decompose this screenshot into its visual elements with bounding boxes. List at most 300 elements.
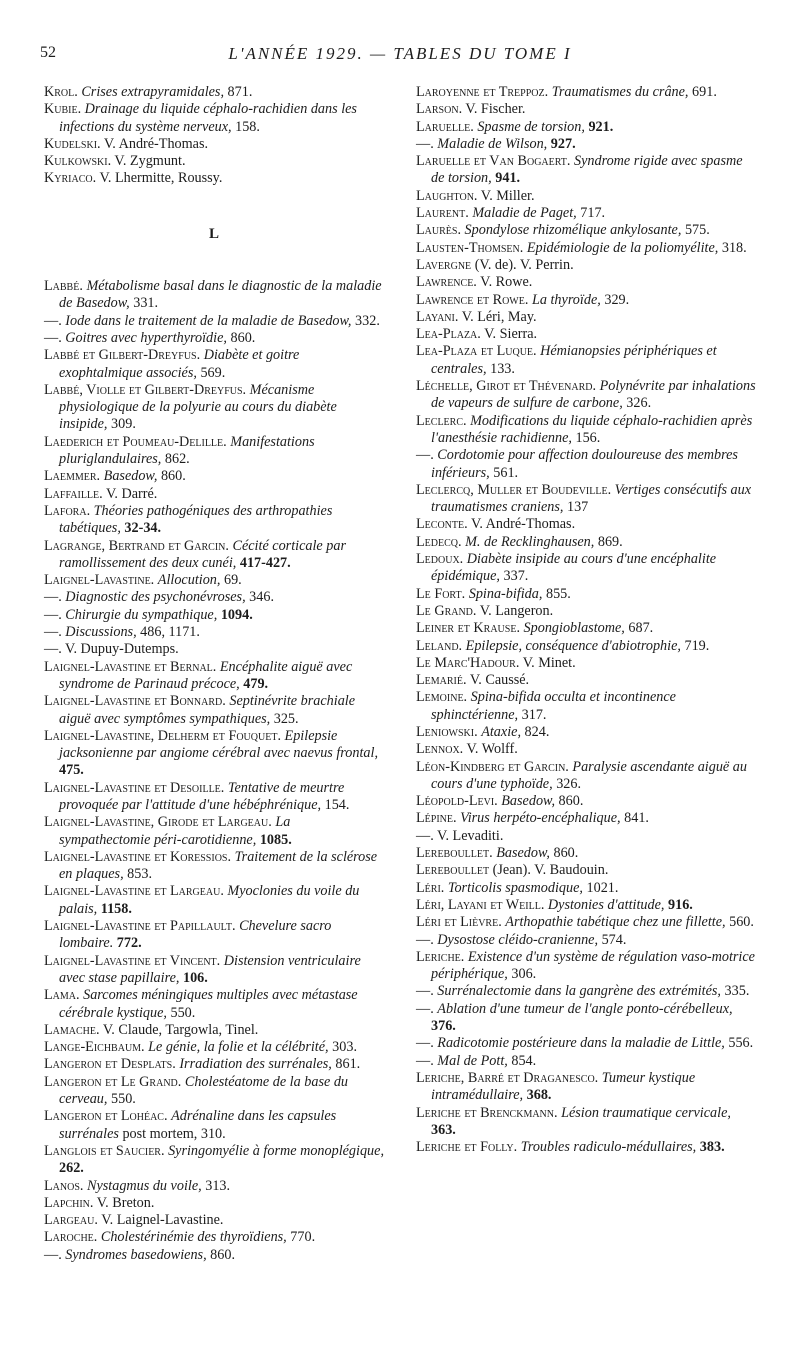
entry-reference: V. Breton.	[96, 1194, 155, 1211]
index-entry	[416, 586, 756, 603]
index-entry	[416, 240, 756, 257]
entry-author: Lausten-Thomsen.	[416, 239, 524, 256]
index-entry	[416, 862, 756, 879]
entry-reference: 335.	[724, 983, 750, 1000]
index-entry	[416, 378, 756, 413]
index-entry	[44, 659, 384, 694]
index-entry	[416, 309, 756, 326]
index-entry	[44, 589, 384, 606]
index-entry	[44, 170, 384, 187]
entry-reference: V. Darré.	[106, 485, 158, 502]
entry-reference: 569.	[200, 364, 226, 381]
entry-reference: 318.	[721, 239, 747, 256]
entry-title: Adrénaline dans les capsules surrénales	[59, 1108, 337, 1142]
entry-title: Traitement de la sclérose en plaques,	[59, 848, 378, 883]
entry-author: Lea-Plaza.	[416, 326, 481, 343]
entry-author: —.	[416, 1000, 434, 1017]
entry-title: Radicotomie postérieure dans la maladie de Little,	[437, 1035, 725, 1052]
index-entry	[44, 987, 384, 1022]
entry-author: Kudelski.	[44, 135, 101, 152]
entry-reference: 337.	[503, 568, 529, 585]
entry-author: Laignel-Lavastine et Koressios.	[44, 848, 232, 865]
entry-reference: 772.	[116, 935, 142, 952]
index-entry	[416, 689, 756, 724]
entry-author: Léchelle, Girot et Thévenard.	[416, 378, 597, 395]
entry-author: —.	[416, 447, 434, 464]
entry-author: Leriche et Folly.	[416, 1139, 518, 1156]
entry-reference: V. Léri, May.	[461, 308, 537, 325]
right-column	[416, 84, 756, 1156]
entry-title: Maladie de Wilson,	[437, 135, 548, 152]
entry-reference: 717.	[580, 205, 606, 222]
index-entry	[44, 1039, 384, 1056]
entry-reference: 556.	[728, 1035, 754, 1052]
index-entry	[44, 607, 384, 624]
entry-author: Leniowski.	[416, 723, 478, 740]
index-entry	[416, 897, 756, 914]
entry-reference: V. André-Thomas.	[470, 516, 576, 533]
entry-title: Epilepsie, conséquence d'abiotrophie,	[465, 637, 681, 654]
entry-author: Léri, Layani et Weill.	[416, 896, 545, 913]
entry-reference: V. Sierra.	[484, 326, 538, 343]
entry-reference: 869.	[597, 533, 623, 550]
entry-title: Vertiges consécutifs aux traumatismes craniens,	[431, 481, 751, 516]
entry-title: Iode dans le traitement de la maladie de Basedow,	[65, 312, 352, 329]
entry-title: Tentative de meurtre provoquée par l'attitude d'une hébéphrénique,	[59, 779, 345, 813]
entry-title: Dystonies d'attitude,	[547, 896, 665, 913]
index-entry	[416, 1001, 756, 1036]
entry-title: Torticolis spasmodique,	[447, 879, 583, 896]
entry-title: Drainage du liquide céphalo-rachidien dans les infections du système nerveux,	[59, 101, 357, 135]
entry-author: Lawrence.	[416, 274, 477, 291]
index-entry	[416, 914, 756, 931]
entry-title: La sympathectomie péri-carotidienne,	[59, 814, 291, 848]
index-entry	[416, 274, 756, 291]
entry-reference: (V. de). V. Perrin.	[474, 256, 574, 273]
entry-author: Laignel-Lavastine, Girode et Largeau.	[44, 814, 272, 831]
entry-reference: 329.	[604, 291, 630, 308]
entry-author: Laignel-Lavastine et Vincent.	[44, 952, 221, 969]
index-entry	[416, 1105, 756, 1140]
entry-title: Lésion traumatique cervicale,	[561, 1104, 731, 1121]
index-entry	[416, 724, 756, 741]
entry-reference: 479.	[243, 675, 269, 692]
entry-author: Krol.	[44, 84, 78, 100]
entry-author: Laroyenne et Treppoz.	[416, 84, 549, 100]
entry-reference: 417-427.	[239, 554, 291, 571]
index-entry	[44, 918, 384, 953]
entry-reference: 332.	[355, 312, 380, 329]
entry-title: Septinévrite brachiale aiguë avec symptômes sympathiques,	[59, 693, 356, 727]
entry-author: Laignel-Lavastine et Papillault.	[44, 918, 236, 935]
index-entry	[44, 101, 384, 136]
entry-author: —.	[44, 329, 62, 346]
index-entry	[44, 136, 384, 153]
index-entry	[416, 551, 756, 586]
entry-author: Kubie.	[44, 101, 82, 118]
index-entry	[416, 828, 756, 845]
index-entry	[416, 516, 756, 533]
index-entry	[416, 810, 756, 827]
index-entry	[416, 672, 756, 689]
entry-author: —.	[44, 589, 62, 606]
entry-title: Maladie de Paget,	[472, 205, 577, 222]
entry-reference: V. Zygmunt.	[114, 153, 186, 170]
entry-title: Mécanisme physiologique de la polyurie au cours du diabète insipide,	[59, 381, 337, 433]
entry-author: Léon-Kindberg et Garcin.	[416, 758, 569, 775]
entry-reference: 841.	[624, 810, 649, 827]
index-entry	[44, 883, 384, 918]
entry-title: M. de Recklinghausen,	[465, 533, 595, 550]
entry-reference: 317.	[521, 706, 547, 723]
entry-title: Syndrome rigide avec spasme de torsion,	[431, 153, 743, 187]
entry-author: Langeron et Le Grand.	[44, 1073, 182, 1090]
index-entry	[416, 343, 756, 378]
entry-author: Ledoux.	[416, 551, 464, 568]
entry-title: Allocution,	[157, 572, 221, 589]
entry-reference: 158.	[235, 118, 260, 135]
entry-reference: 331.	[133, 295, 159, 312]
index-entry	[44, 84, 384, 101]
entry-title: Chirurgie du sympathique,	[65, 606, 218, 623]
index-entry	[44, 153, 384, 170]
entry-author: Lemoine.	[416, 689, 468, 706]
entry-reference: 346.	[249, 589, 274, 606]
entry-title: Diabète et goitre exophtalmique associés,	[59, 347, 300, 381]
entry-title: Ablation d'une tumeur de l'angle ponto-cérébelleux,	[437, 1000, 733, 1017]
entry-reference: 137	[566, 499, 589, 516]
entry-author: Lama.	[44, 987, 80, 1004]
entry-reference: V. André-Thomas.	[103, 135, 209, 152]
entry-reference: V. Minet.	[522, 654, 576, 671]
entry-title: Chevelure sacro lombaire.	[59, 918, 332, 952]
entry-author: Laignel-Lavastine et Largeau.	[44, 883, 224, 900]
entry-reference: 916.	[668, 896, 693, 913]
entry-reference: 871.	[227, 84, 253, 100]
entry-author: Langeron et Lohéac.	[44, 1108, 168, 1125]
entry-reference: 550.	[170, 1004, 196, 1021]
entry-reference: 561.	[493, 464, 519, 481]
entries-after-section	[44, 278, 384, 1264]
index-entry	[44, 468, 384, 485]
entry-reference: 1094.	[220, 606, 253, 623]
entry-author: —.	[44, 312, 62, 329]
index-entry	[416, 447, 756, 482]
entry-author: Laemmer.	[44, 468, 101, 485]
entry-author: Laignel-Lavastine, Delherm et Fouquet.	[44, 727, 281, 744]
entry-author: Labbé et Gilbert-Dreyfus.	[44, 347, 201, 364]
entry-author: Lennox.	[416, 741, 464, 758]
entry-reference: V. Wolff.	[466, 741, 518, 758]
index-entry	[416, 119, 756, 136]
entry-author: Labbé, Violle et Gilbert-Dreyfus.	[44, 381, 247, 398]
entry-title: Spongioblastome,	[523, 620, 625, 637]
entry-reference: 860.	[160, 468, 186, 485]
entry-reference: 691.	[692, 84, 717, 100]
entry-author: Laignel-Lavastine et Bernal.	[44, 658, 217, 675]
entry-title: Mal de Pott,	[437, 1052, 508, 1069]
entry-reference: V. Rowe.	[480, 274, 533, 291]
index-entry	[44, 849, 384, 884]
entry-author: Laignel-Lavastine et Desoille.	[44, 779, 225, 796]
entry-author: Laruelle et Van Bogaert.	[416, 153, 571, 170]
entry-author: Langlois et Saucier.	[44, 1142, 165, 1159]
index-entry	[44, 1056, 384, 1073]
entry-author: Lépine.	[416, 810, 457, 827]
entry-reference: 69.	[223, 572, 242, 589]
index-entry	[44, 953, 384, 988]
entry-author: Leriche, Barré et Draganesco.	[416, 1069, 599, 1086]
index-entry	[416, 153, 756, 188]
entry-title: Syndromes basedowiens,	[65, 1246, 207, 1263]
entry-reference: 133.	[490, 360, 515, 377]
index-entry	[416, 655, 756, 672]
entry-title: Le génie, la folie et la célébrité,	[148, 1039, 329, 1056]
left-column	[44, 84, 384, 1264]
entry-author: —.	[416, 1035, 434, 1052]
entry-title: Discussions,	[65, 624, 137, 641]
entry-author: Léopold-Levi.	[416, 793, 498, 810]
section-letter: L	[208, 225, 219, 242]
entry-author: Lereboullet	[416, 862, 490, 879]
index-entry	[416, 759, 756, 794]
entry-reference: (Jean). V. Baudouin.	[492, 862, 609, 879]
entry-reference: 560.	[729, 914, 754, 931]
entry-reference: 376.	[431, 1018, 456, 1035]
entry-title: Cholestérinémie des thyroïdiens,	[100, 1229, 287, 1246]
index-entry	[416, 638, 756, 655]
entry-author: —.	[416, 983, 434, 1000]
entry-reference: 921.	[588, 118, 614, 135]
entry-reference: 770.	[290, 1229, 316, 1246]
entry-author: —.	[44, 641, 62, 658]
entry-reference: 575.	[684, 222, 710, 239]
entry-reference: 303.	[332, 1039, 357, 1056]
entry-author: Laederich et Poumeau-Delille.	[44, 433, 227, 450]
entry-title: Spina-bifida,	[468, 585, 543, 602]
entry-author: Lapchin.	[44, 1194, 94, 1211]
entry-title: Spina-bifida occulta et incontinence sphinctérienne,	[431, 689, 676, 723]
index-entry	[44, 382, 384, 434]
entry-reference: 368.	[526, 1087, 552, 1104]
entry-author: Leriche.	[416, 948, 465, 965]
index-entry	[416, 326, 756, 343]
entry-author: Laffaille.	[44, 485, 103, 502]
entry-author: Lanos.	[44, 1177, 84, 1194]
index-entry	[416, 845, 756, 862]
entry-title: Syringomyélie à forme monoplégique,	[168, 1142, 384, 1159]
entry-reference: 574.	[601, 931, 627, 948]
index-entry	[416, 932, 756, 949]
entry-title: Basedow,	[496, 845, 550, 862]
entry-author: Laughton.	[416, 187, 478, 204]
entry-author: Lereboullet.	[416, 845, 493, 862]
index-entry	[44, 434, 384, 469]
index-entry	[416, 482, 756, 517]
entry-title: Hémianopsies périphériques et centrales,	[431, 343, 717, 377]
index-entry	[44, 624, 384, 641]
entry-author: Leclercq, Muller et Boudeville.	[416, 481, 612, 498]
entry-reference: 550.	[111, 1091, 136, 1108]
entry-title: Existence d'un système de régulation vaso-motrice périphérique,	[431, 948, 755, 983]
entry-reference: 824.	[524, 723, 550, 740]
entry-title: Irradiation des surrénales,	[179, 1056, 332, 1073]
entry-reference: 853.	[127, 866, 152, 883]
index-entry	[44, 278, 384, 313]
index-entry	[416, 222, 756, 239]
entry-author: Lange-Eichbaum.	[44, 1039, 145, 1056]
index-entry	[416, 292, 756, 309]
entry-title: Nystagmus du voile,	[87, 1177, 202, 1194]
entry-title: Métabolisme basal dans le diagnostic de la maladie de Basedow,	[59, 278, 382, 312]
entry-reference: 306.	[511, 966, 537, 983]
entry-title: Paralysie ascendante aiguë au cours d'une typhoïde,	[431, 758, 747, 792]
entry-reference: 860.	[553, 845, 579, 862]
entry-author: Kulkowski.	[44, 153, 112, 170]
entry-title: Dysostose cléido-cranienne,	[437, 931, 599, 948]
entry-reference: post mortem, 310.	[122, 1125, 226, 1142]
entry-author: —.	[416, 135, 434, 152]
entry-title: Tumeur kystique intramédullaire,	[431, 1069, 696, 1104]
entry-author: Léri et Lièvre.	[416, 914, 502, 931]
entry-reference: 106.	[182, 969, 208, 986]
page-number: 52	[40, 44, 56, 61]
index-entry	[44, 1247, 384, 1264]
entry-title: Troubles radiculo-médullaires,	[520, 1139, 697, 1156]
entry-author: Kyriaco.	[44, 170, 97, 187]
index-entry	[44, 728, 384, 780]
entry-reference: 1158.	[100, 900, 132, 917]
entry-author: —.	[44, 606, 62, 623]
entry-reference: 1021.	[586, 879, 619, 896]
entry-reference: 154.	[324, 796, 350, 813]
entry-author: Le Marc'Hadour.	[416, 654, 520, 671]
entry-reference: 326.	[556, 775, 582, 792]
entry-reference: V. Claude, Targowla, Tinel.	[102, 1021, 259, 1038]
entry-author: Ledecq.	[416, 533, 462, 550]
entry-reference: 860.	[558, 793, 584, 810]
entry-author: Lavergne	[416, 256, 472, 273]
entry-title: Diagnostic des psychonévroses,	[65, 589, 246, 606]
entry-reference: 156.	[575, 429, 601, 446]
entry-title: Diabète insipide au cours d'une encéphalite épidémique,	[431, 551, 717, 585]
entry-reference: 855.	[545, 585, 571, 602]
index-entry	[44, 693, 384, 728]
entry-author: Lagrange, Bertrand et Garcin.	[44, 537, 229, 554]
entry-author: Laroche.	[44, 1229, 98, 1246]
index-entry	[416, 1035, 756, 1052]
index-entry	[416, 136, 756, 153]
entry-reference: 486, 1171.	[140, 624, 200, 641]
entry-author: Laignel-Lavastine et Bonnard.	[44, 693, 226, 710]
entry-author: Lea-Plaza et Luque.	[416, 343, 537, 360]
index-entry	[416, 603, 756, 620]
page-header	[0, 44, 800, 74]
entry-title: Distension ventriculaire avec stase papillaire,	[59, 952, 361, 986]
entry-author: —.	[44, 1246, 62, 1263]
entry-title: Goitres avec hyperthyroïdie,	[65, 329, 227, 346]
entry-author: Laruelle.	[416, 118, 474, 135]
entry-title: Sarcomes méningiques multiples avec métastase cérébrale kystique,	[59, 987, 358, 1021]
entry-author: Larson.	[416, 101, 463, 118]
entry-reference: 719.	[684, 637, 710, 654]
entry-author: Largeau.	[44, 1212, 98, 1229]
entry-author: Le Grand.	[416, 602, 477, 619]
entry-reference: 941.	[495, 170, 521, 187]
entry-reference: 475.	[59, 762, 84, 779]
entry-reference: 927.	[550, 135, 576, 152]
index-entry	[44, 486, 384, 503]
entry-reference: V. Caussé.	[469, 672, 530, 689]
index-entry	[44, 1212, 384, 1229]
entry-reference: 262.	[59, 1160, 84, 1177]
index-entry	[416, 1053, 756, 1070]
entry-title: Spondylose rhizomélique ankylosante,	[464, 222, 682, 239]
entry-title: Virus herpéto-encéphalique,	[460, 810, 621, 827]
entry-reference: 1085.	[259, 831, 292, 848]
entry-author: —.	[416, 931, 434, 948]
entry-author: Leiner et Krause.	[416, 620, 520, 637]
index-entry	[44, 1143, 384, 1178]
entry-reference: 861.	[335, 1056, 361, 1073]
entry-author: Laignel-Lavastine.	[44, 572, 155, 589]
entry-reference: 687.	[628, 620, 654, 637]
index-entry	[416, 188, 756, 205]
entry-title: Epidémiologie de la poliomyélite,	[526, 239, 719, 256]
entry-reference: V. Dupuy-Dutemps.	[65, 641, 179, 658]
index-entry	[44, 1178, 384, 1195]
entry-reference: V. Levaditi.	[437, 827, 504, 844]
entry-author: Leland.	[416, 637, 463, 654]
entry-author: Léri.	[416, 879, 445, 896]
entries-before-section	[44, 84, 384, 188]
entry-title: Arthopathie tabétique chez une fillette,	[505, 914, 726, 931]
entry-reference: 363.	[431, 1121, 456, 1138]
entry-reference: 309.	[111, 416, 136, 433]
entry-title: Basedow,	[501, 793, 555, 810]
entry-title: Polynévrite par inhalations de vapeurs de sulfure de carbone,	[431, 378, 756, 412]
index-entry	[416, 741, 756, 758]
index-entry	[416, 534, 756, 551]
index-entry	[416, 949, 756, 984]
entry-title: Cordotomie pour affection douloureuse des membres inférieurs,	[431, 447, 738, 481]
index-entry	[416, 793, 756, 810]
entry-reference: 326.	[626, 395, 652, 412]
entry-title: Encéphalite aiguë avec syndrome de Parinaud précoce,	[59, 658, 353, 692]
entry-reference: V. Miller.	[480, 187, 535, 204]
entry-author: Leclerc.	[416, 412, 467, 429]
entry-author: Leconte.	[416, 516, 468, 533]
index-entry	[416, 620, 756, 637]
entry-reference: 860.	[230, 329, 256, 346]
entry-title: Epilepsie jacksonienne par angiome cérébral avec naevus frontal,	[59, 727, 379, 762]
entry-reference: V. Laignel-Lavastine.	[101, 1212, 224, 1229]
entry-title: Ataxie,	[481, 723, 521, 740]
entry-author: Laurès.	[416, 222, 461, 239]
entry-title: La thyroïde,	[531, 291, 601, 308]
entry-author: Laurent.	[416, 205, 469, 222]
entry-reference: 32-34.	[124, 520, 162, 537]
entry-reference: 383.	[699, 1139, 725, 1156]
index-entry	[416, 983, 756, 1000]
index-entry	[416, 84, 756, 101]
index-entry	[44, 330, 384, 347]
index-entry	[44, 538, 384, 573]
entry-title: Basedow,	[103, 468, 158, 485]
index-entry	[44, 1229, 384, 1246]
index-entry	[416, 101, 756, 118]
entry-reference: 313.	[205, 1177, 231, 1194]
